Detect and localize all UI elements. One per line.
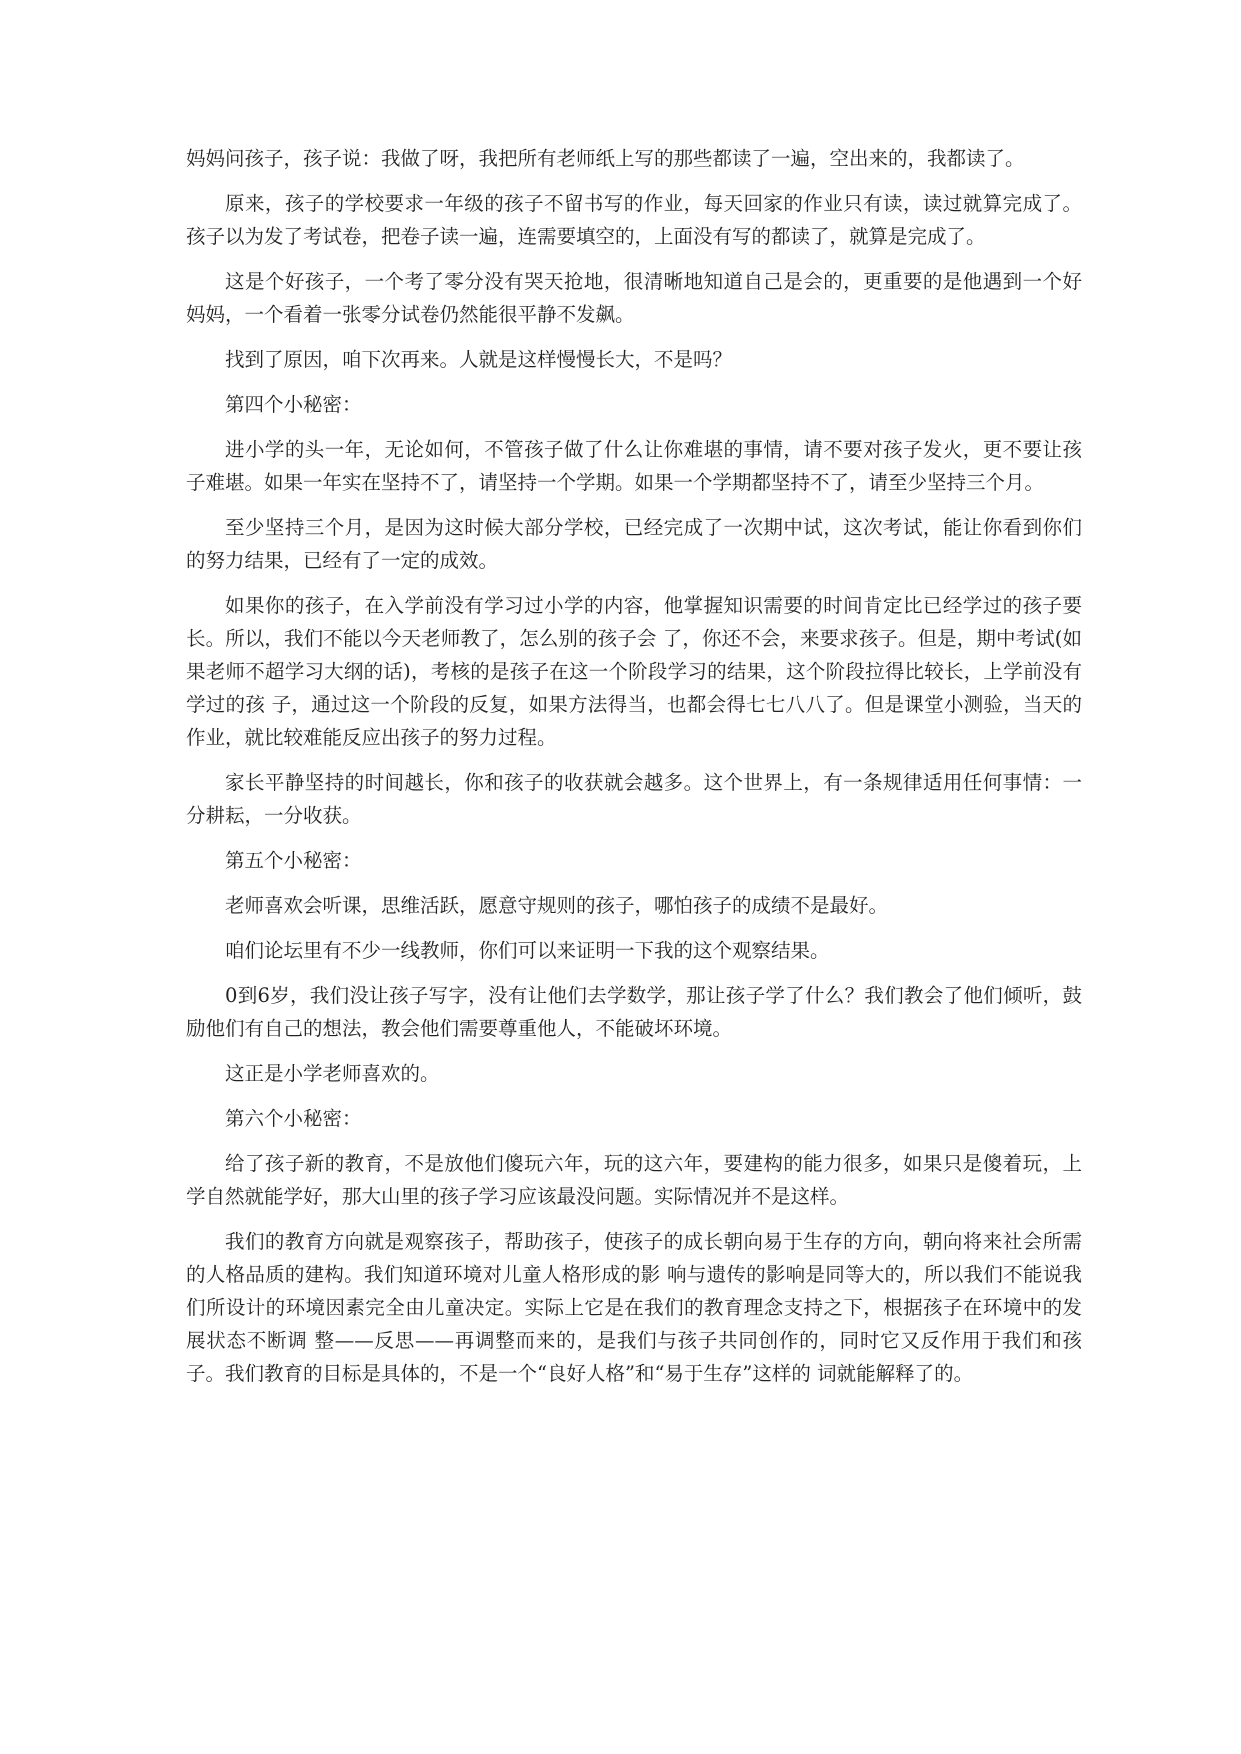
paragraph-9: 家长平静坚持的时间越长，你和孩子的收获就会越多。这个世界上，有一条规律适用任何事情：一分耕耘，一分收获。 xyxy=(186,771,1082,827)
document-page xyxy=(186,142,1082,1402)
section-heading-6: 第六个小秘密： xyxy=(225,1107,362,1130)
paragraph-8: 如果你的孩子，在入学前没有学习过小学的内容，他掌握知识需要的时间肯定比已经学过的孩子要长。所以，我们不能以今天老师教了，怎么别的孩子会 了，你还不会，来要求孩子。但是，期中考试(如果老师不超学习大纲的话)，考核的是孩子在这一个阶段学习的结果，这个阶段拉得比较长，上学前没有学过的孩 子，通过这一个阶段的反复，如果方法得当，也都会得七七八八了。但是课堂小测验，当天的作业，就比较难能反应出孩子的努力过程。 xyxy=(186,594,1082,749)
section-heading-4: 第四个小秘密： xyxy=(225,393,362,416)
paragraph-3: 这是个好孩子，一个考了零分没有哭天抢地，很清晰地知道自己是会的，更重要的是他遇到一个好妈妈，一个看着一张零分试卷仍然能很平静不发飙。 xyxy=(186,270,1082,326)
paragraph-16: 给了孩子新的教育，不是放他们傻玩六年，玩的这六年，要建构的能力很多，如果只是傻着玩，上学自然就能学好，那大山里的孩子学习应该最没问题。实际情况并不是这样。 xyxy=(186,1152,1082,1208)
paragraph-2: 原来，孩子的学校要求一年级的孩子不留书写的作业，每天回家的作业只有读，读过就算完成了。孩子以为发了考试卷，把卷子读一遍，连需要填空的，上面没有写的都读了，就算是完成了。 xyxy=(186,192,1082,248)
paragraph-6: 进小学的头一年，无论如何，不管孩子做了什么让你难堪的事情，请不要对孩子发火，更不要让孩子难堪。如果一年实在坚持不了，请坚持一个学期。如果一个学期都坚持不了，请至少坚持三个月。 xyxy=(186,438,1082,494)
paragraph-4: 找到了原因，咱下次再来。人就是这样慢慢长大，不是吗？ xyxy=(225,348,733,371)
paragraph-7: 至少坚持三个月，是因为这时候大部分学校，已经完成了一次期中试，这次考试，能让你看到你们的努力结果，已经有了一定的成效。 xyxy=(186,516,1082,572)
paragraph-1: 妈妈问孩子，孩子说：我做了呀，我把所有老师纸上写的那些都读了一遍，空出来的，我都读了。 xyxy=(186,147,1025,170)
paragraph-14: 这正是小学老师喜欢的。 xyxy=(225,1062,440,1085)
paragraph-11: 老师喜欢会听课，思维活跃，愿意守规则的孩子，哪怕孩子的成绩不是最好。 xyxy=(225,894,889,917)
section-heading-5: 第五个小秘密： xyxy=(225,849,362,872)
paragraph-17: 我们的教育方向就是观察孩子，帮助孩子，使孩子的成长朝向易于生存的方向，朝向将来社会所需的人格品质的建构。我们知道环境对儿童人格形成的影 响与遗传的影响是同等大的，所以我们不能说我们所设计的环境因素完全由儿童决定。实际上它是在我们的教育理念支持之下，根据孩子在环境中的发展状态不断调 整——反思——再调整而来的，是我们与孩子共同创作的，同时它又反作用于我们和孩子。我们教育的目标是具体的，不是一个“良好人格”和“易于生存”这样的 词就能解释了的。 xyxy=(186,1230,1082,1385)
paragraph-13: 0到6岁，我们没让孩子写字，没有让他们去学数学，那让孩子学了什么？我们教会了他们倾听，鼓励他们有自己的想法，教会他们需要尊重他人，不能破坏环境。 xyxy=(186,984,1082,1040)
paragraph-12: 咱们论坛里有不少一线教师，你们可以来证明一下我的这个观察结果。 xyxy=(225,939,830,962)
